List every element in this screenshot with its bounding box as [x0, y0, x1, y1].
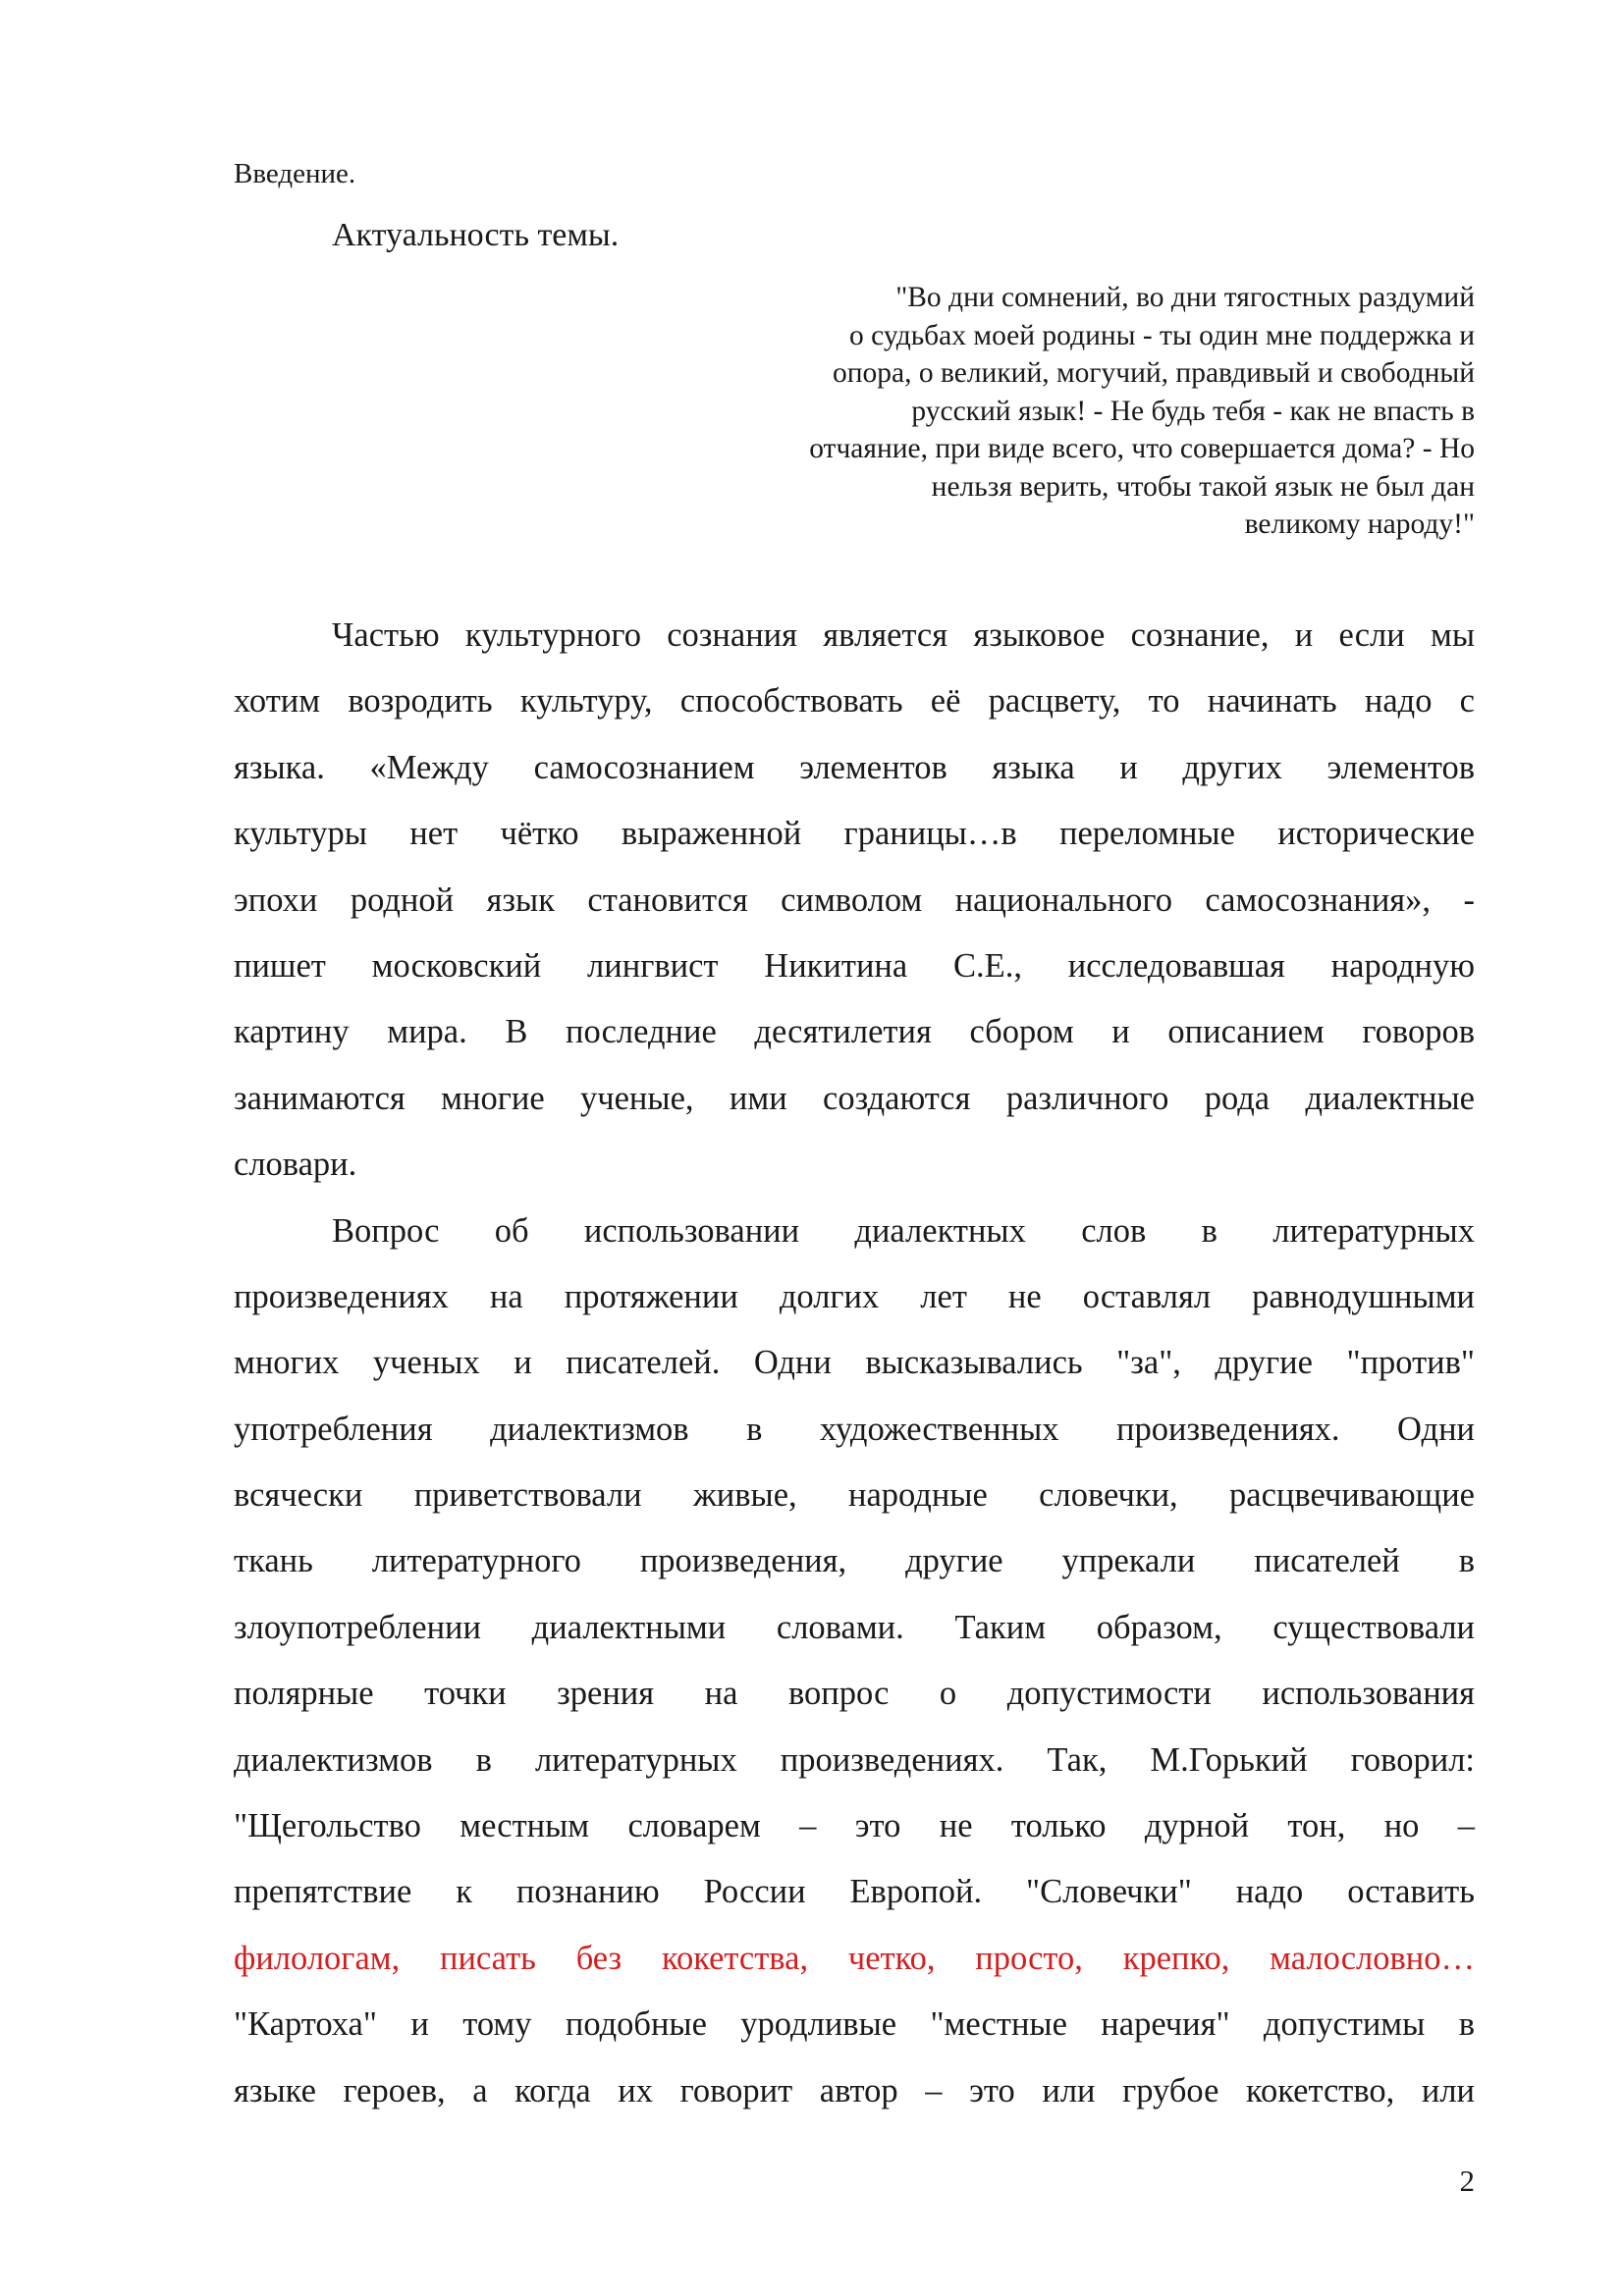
- highlighted-paragraph-line: филологам, писать без кокетства, четко, просто, крепко, малословно…: [234, 1939, 1475, 1977]
- epigraph-line: о судьбах моей родины - ты один мне поддержка и: [848, 319, 1475, 351]
- paragraph-line: употребления диалектизмов в художественных произведениях. Одни: [234, 1410, 1475, 1448]
- paragraph-line: "Картоха" и тому подобные уродливые "местные наречия" допустимы в: [234, 2005, 1475, 2044]
- epigraph-line: "Во дни сомнений, во дни тягостных раздумий: [895, 282, 1475, 313]
- paragraph-line: языка. «Между самосознанием элементов языка и других элементов: [234, 748, 1475, 786]
- section-heading-topic-relevance: Актуальность темы.: [332, 217, 620, 253]
- paragraph-line: Вопрос об использовании диалектных слов в литературных: [332, 1211, 1475, 1250]
- paragraph-line: злоупотреблении диалектными словами. Таким образом, существовали: [234, 1608, 1475, 1646]
- paragraph-line: ткань литературного произведения, другие упрекали писателей в: [234, 1542, 1475, 1580]
- paragraph-line: пишет московский лингвист Никитина С.Е., исследовавшая народную: [234, 946, 1475, 985]
- epigraph-line: великому народу!": [1244, 508, 1475, 540]
- paragraph-line: культуры нет чётко выраженной границы…в переломные исторические: [234, 815, 1475, 853]
- paragraph-line: языке героев, а когда их говорит автор – это или грубое кокетство, или: [234, 2071, 1475, 2109]
- epigraph-line: нельзя верить, чтобы такой язык не был дан: [931, 470, 1475, 503]
- body-text: [234, 603, 1475, 2124]
- page-number: 2: [1459, 2163, 1475, 2198]
- paragraph-line: диалектизмов в литературных произведениях. Так, М.Горький говорил:: [234, 1740, 1475, 1779]
- paragraph-line: словари.: [234, 1146, 357, 1184]
- paragraph-dialect-words: [234, 1199, 1475, 2124]
- paragraph-line: "Щегольство местным словарем – это не только дурной тон, но –: [234, 1807, 1475, 1845]
- paragraph-line: многих ученых и писателей. Одни высказывались "за", другие "против": [234, 1344, 1475, 1382]
- paragraph-line: занимаются многие ученые, ими создаются различного рода диалектные: [234, 1079, 1475, 1117]
- epigraph-quote: [670, 279, 1475, 544]
- epigraph-line: отчаяние, при виде всего, что совершается дома? - Но: [809, 433, 1475, 464]
- paragraph-line: картину мира. В последние десятилетия сбором и описанием говоров: [234, 1013, 1475, 1051]
- paragraph-line: Частью культурного сознания является языковое сознание, и если мы: [332, 616, 1475, 654]
- epigraph-line: опора, о великий, могучий, правдивый и свободный: [832, 357, 1475, 389]
- paragraph-line: хотим возродить культуру, способствовать её расцвету, то начинать надо с: [234, 682, 1475, 721]
- paragraph-line: полярные точки зрения на вопрос о допустимости использования: [234, 1675, 1475, 1713]
- epigraph-line: русский язык! - Не будь тебя - как не впасть в: [911, 395, 1475, 427]
- paragraph-line: всячески приветствовали живые, народные словечки, расцвечивающие: [234, 1476, 1475, 1515]
- paragraph-line: произведениях на протяжении долгих лет не оставлял равнодушными: [234, 1277, 1475, 1315]
- paragraph-cultural-consciousness: [234, 603, 1475, 1199]
- section-heading-introduction: Введение.: [234, 158, 356, 189]
- document-page: [234, 0, 1475, 2296]
- paragraph-line: эпохи родной язык становится символом национального самосознания», -: [234, 881, 1475, 919]
- paragraph-line: препятствие к познанию России Европой. "Словечки" надо оставить: [234, 1873, 1475, 1911]
